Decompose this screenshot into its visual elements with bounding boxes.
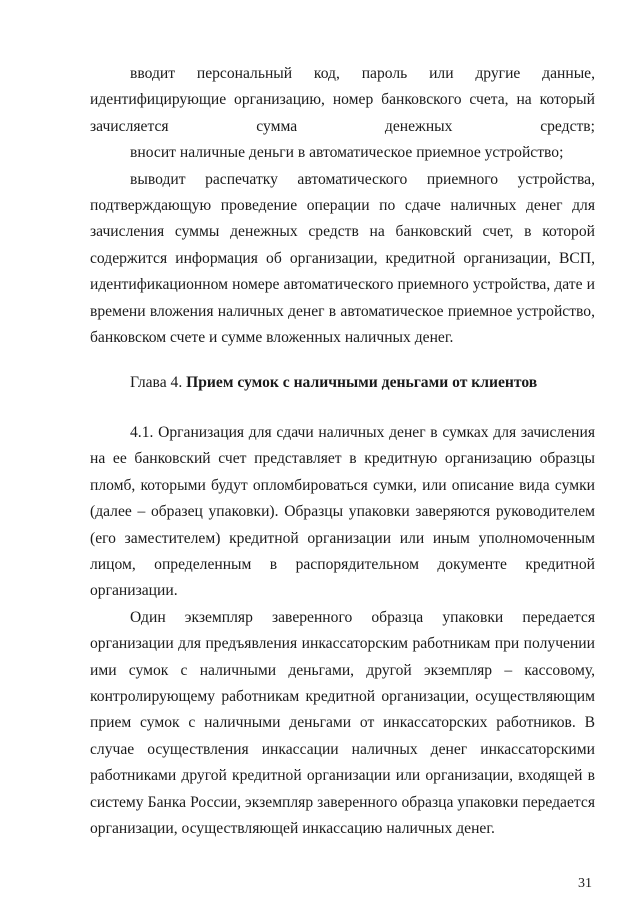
section-paragraph: Один экземпляр заверенного образца упаковки передается организации для предъявления инкассаторским работникам при получении ими сумок с наличными деньгами, другой экземпляр – кассовому, контролирующему работникам кредитной организации, осуществляющим прием сумок с наличными деньгами от инкассаторских работников. В случае осуществления инкассации наличных денег инкассаторскими работниками другой кредитной организации или организации, входящей в систему Банка России, экземпляр заверенного образца упаковки передается организации, осуществляющей инкассацию наличных денег. [90, 608, 595, 838]
intro-text-block [90, 61, 595, 351]
section-paragraph: 4.1. Организация для сдачи наличных денег в сумках для зачисления на ее банковский счет представляет в кредитную организацию образцы пломб, которыми будут опломбироваться сумки, или описание вида сумки (далее – образец упаковки). Образцы упаковки заверяются руководителем (его заместителем) кредитной организации или иным уполномоченным лицом, определенным в распорядительном документе кредитной организации. [90, 424, 595, 600]
body-paragraph: вводит персональный код, пароль или другие данные, идентифицирующие организацию, номер банковского счета, на который зачисляется сумма денежных средств; [90, 65, 595, 135]
body-paragraph: вносит наличные деньги в автоматическое приемное устройство; [130, 144, 564, 162]
chapter-prefix: Глава 4. [130, 374, 187, 391]
page-number: 31 [578, 876, 592, 891]
section-text-block [90, 420, 595, 843]
chapter-title: Прием сумок с наличными деньгами от клиентов [186, 374, 538, 391]
chapter-heading [130, 372, 537, 394]
body-paragraph: выводит распечатку автоматического приемного устройства, подтверждающую проведение операции по сдаче наличных денег для зачисления суммы денежных средств на банковский счет, в которой содержится информация об организации, кредитной организации, ВСП, идентификационном номере автоматического приемного устройства, дате и времени вложения наличных денег в автоматическое приемное устройство, банковском счете и сумме вложенных наличных денег. [90, 170, 595, 347]
